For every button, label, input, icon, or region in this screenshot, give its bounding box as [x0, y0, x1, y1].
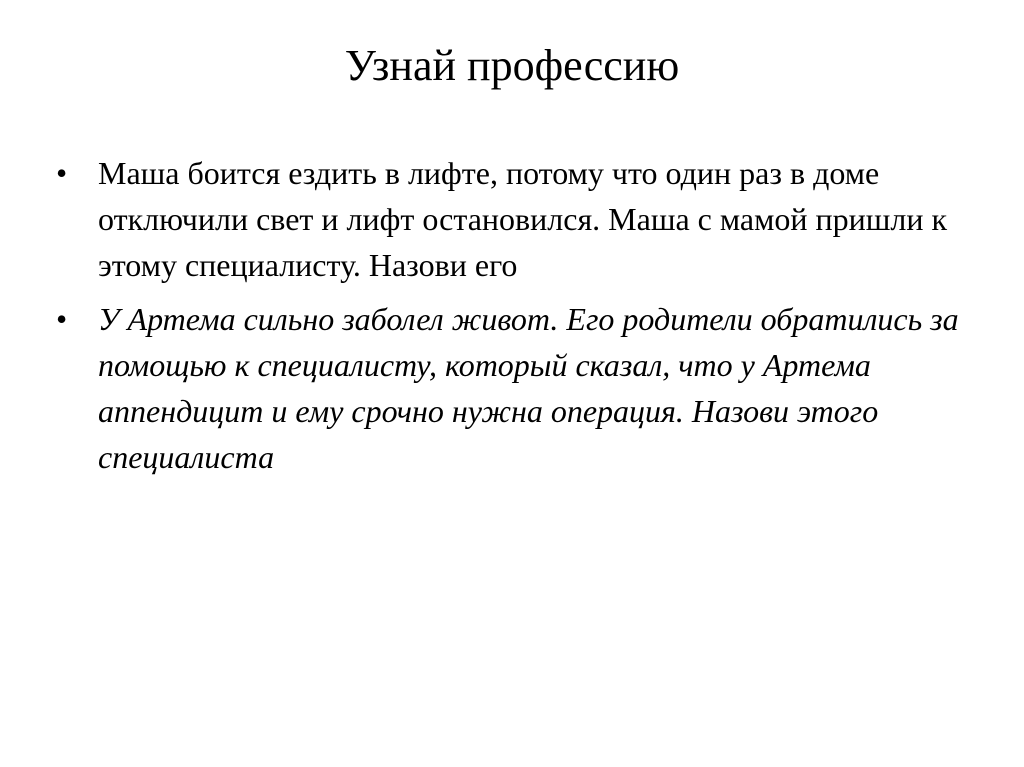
bullet-marker: • — [56, 155, 68, 191]
bullet-text: У Артема сильно заболел живот. Его родители обратились за помощью к специалисту, который сказал, что у Артема аппендицит и ему срочно нужна операция. Назови этого специалиста — [98, 301, 959, 475]
bullet-text: Маша боится ездить в лифте, потому что один раз в доме отключили свет и лифт остановился. Маша с мамой пришли к этому специалисту. Назови его — [98, 155, 947, 283]
bullet-item-1 — [56, 150, 976, 288]
slide-title: Узнай профессию — [344, 41, 680, 90]
bullet-item-2 — [56, 296, 976, 480]
bullet-list — [56, 150, 976, 488]
bullet-marker: • — [56, 301, 68, 337]
